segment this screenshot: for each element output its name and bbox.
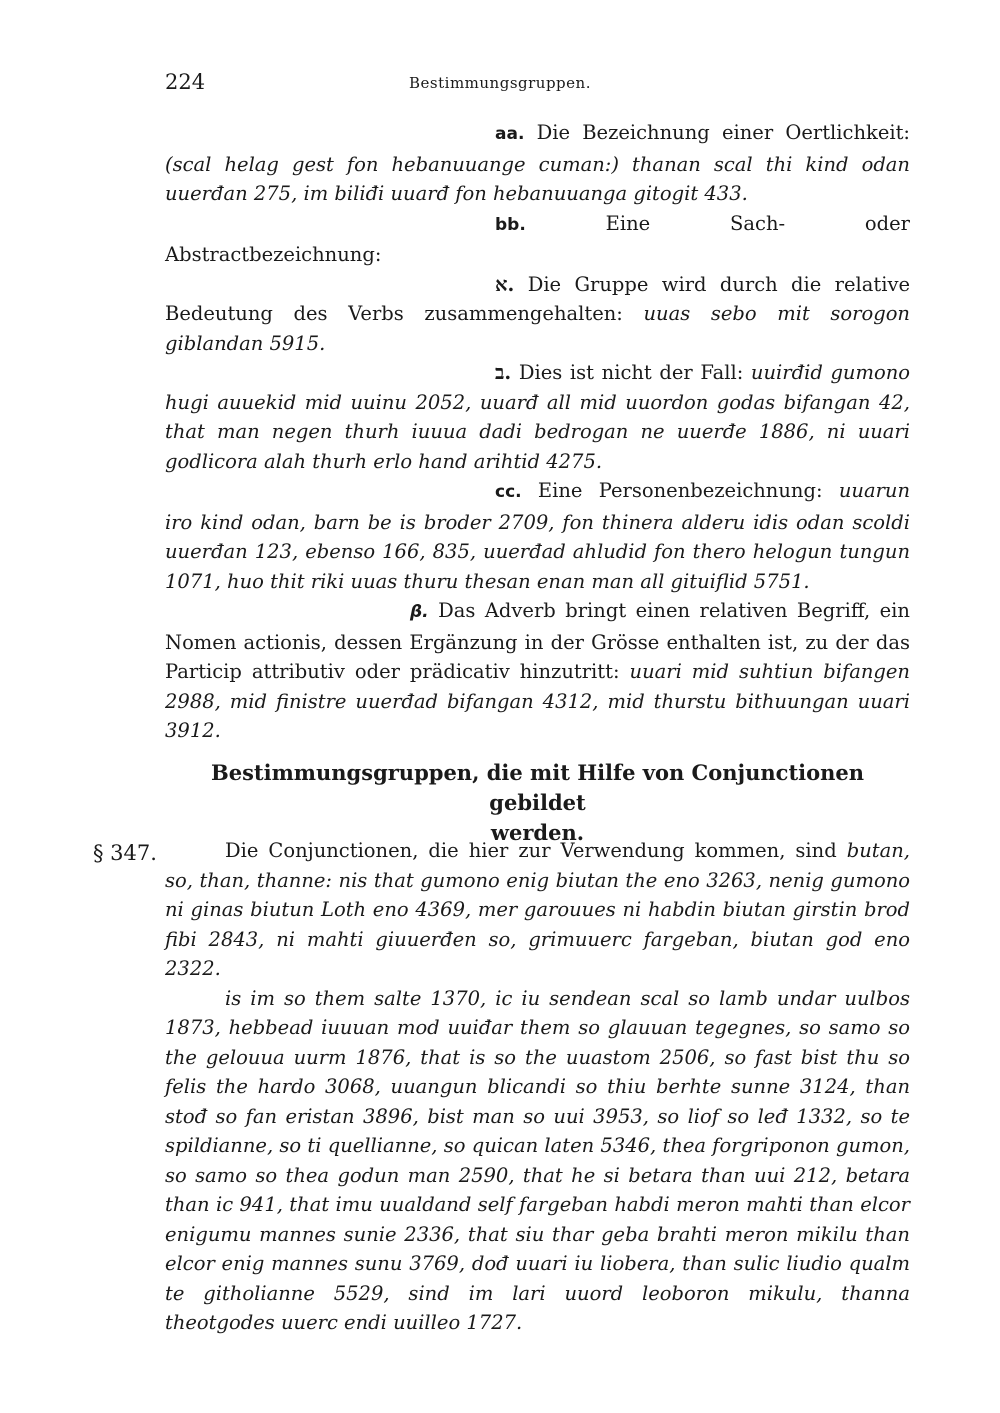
paragraph-bet (165, 358, 910, 476)
section-examples-1: nis that gumono enig biutan the eno 3263, nenig gumono ni ginas biutun Loth eno 4369, mer garouues ni habdin biutan girstin brod fibi 2843, ni mahti giuuerđen so, grimuuerc fargeban, biutan god eno 2322. (165, 868, 910, 980)
section-347-text (165, 836, 910, 1338)
section-heading (165, 758, 910, 848)
bet-text: Dies ist nicht der Fall: (518, 361, 744, 384)
section-heading-line-2: werden. (490, 820, 585, 845)
beta-text: Das Adverb bringt einen relativen Begriff, ein Nomen actionis, dessen Ergänzung in der Grösse enthalten ist, zu der das Particip attributiv oder prädicativ hinzutritt: (165, 599, 910, 683)
section-examples-2: is im so them salte 1370, ic iu sendean scal so lamb undar uulbos 1873, hebbead iuuuan mod uuiđar them so glauuan tegegnes, so samo so the gelouua uurm 1876, that is so the uuastom 2506, so fast bist thu so felis the hardo 3068, uuangun blicandi so thiu berhte sunne 3124, than stođ so fan eristan 3896, bist man so uui 3953, so liof so leđ 1332, so te spildianne, so ti quellianne, so quican laten 5346, thea forgriponon gumon, so samo so thea godun man 2590, that he si betara than uui 212, betara than ic 941, that imu uualdand self fargeban habdi meron mahti than elcor enigumu mannes sunie 2336, that siu thar geba brahti meron mikilu than elcor enig mannes sunu 3769, dođ uuari iu liobera, than sulic liudio qualm te githolianne 5529, sind im lari uuord leoboron mikulu, thanna theotgodes uuerc endi uuilleo 1727. (165, 986, 910, 1334)
section-paragraph-1 (165, 836, 910, 984)
alef-text: Die Gruppe wird durch die relative Bedeutung des Verbs zusammengehalten: (165, 272, 910, 325)
bet-example: uuirđid gumono hugi auuekid mid uuinu 2052, uuarđ all mid uuordon godas bifangan 42, that man negen thurh iuuua dadi bedrogan ne uuerđe 1886, ni uuari godlicora alah thurh erlo hand arihtid 4275. (165, 361, 911, 473)
paragraph-beta (165, 596, 910, 746)
label-beta: β. (410, 602, 429, 622)
alef-example: uuas sebo mit sorogon giblandan 5915. (165, 302, 910, 355)
label-aa: aa. (495, 124, 525, 144)
label-alef: א. (495, 272, 515, 296)
aa-examples: (scal helag gest fon hebanuuange cuman:) thanan scal thi kind odan uuerđan 275, im biliđi uuarđ fon hebanuuanga gitogit 433. (165, 152, 910, 205)
beta-example: uuari mid suhtiun bifangen 2988, mid finistre uuerđad bifangan 4312, mid thurstu bithuungan uuari 3912. (165, 660, 910, 742)
paragraph-cc (165, 476, 910, 596)
section-paragraph-2 (165, 984, 910, 1338)
section-number: § 347. (93, 841, 157, 865)
running-head: Bestimmungsgruppen. (409, 74, 591, 92)
paragraph-bb (165, 209, 910, 270)
conjunction-list: butan, so, than, thanne: (165, 839, 910, 892)
cc-text: Eine Personenbezeichnung: (537, 479, 823, 502)
paragraph-aa (165, 118, 910, 209)
label-cc: cc. (495, 482, 522, 502)
section-intro: Die Conjunctionen, die hier zur Verwendung kommen, sind (225, 839, 837, 862)
cc-example: uuarun iro kind odan, barn be is broder 2709, fon thinera alderu idis odan scoldi uuerđan 123, ebenso 166, 835, uuerđad ahludid fon thero helogun tungun 1071, huo thit riki uuas thuru thesan enan man all gituiflid 5751. (165, 479, 911, 593)
main-text-block (165, 118, 910, 746)
paragraph-alef (165, 270, 910, 359)
label-bb: bb. (495, 214, 526, 235)
aa-text: Die Bezeichnung einer Oertlichkeit: (536, 121, 910, 144)
label-bet: ב. (495, 361, 512, 384)
page-number: 224 (165, 70, 206, 94)
bb-text: Eine Sach- oder Abstractbezeichnung: (165, 211, 911, 266)
section-heading-line-1: Bestimmungsgruppen, die mit Hilfe von Conjunctionen gebildet (210, 760, 865, 815)
